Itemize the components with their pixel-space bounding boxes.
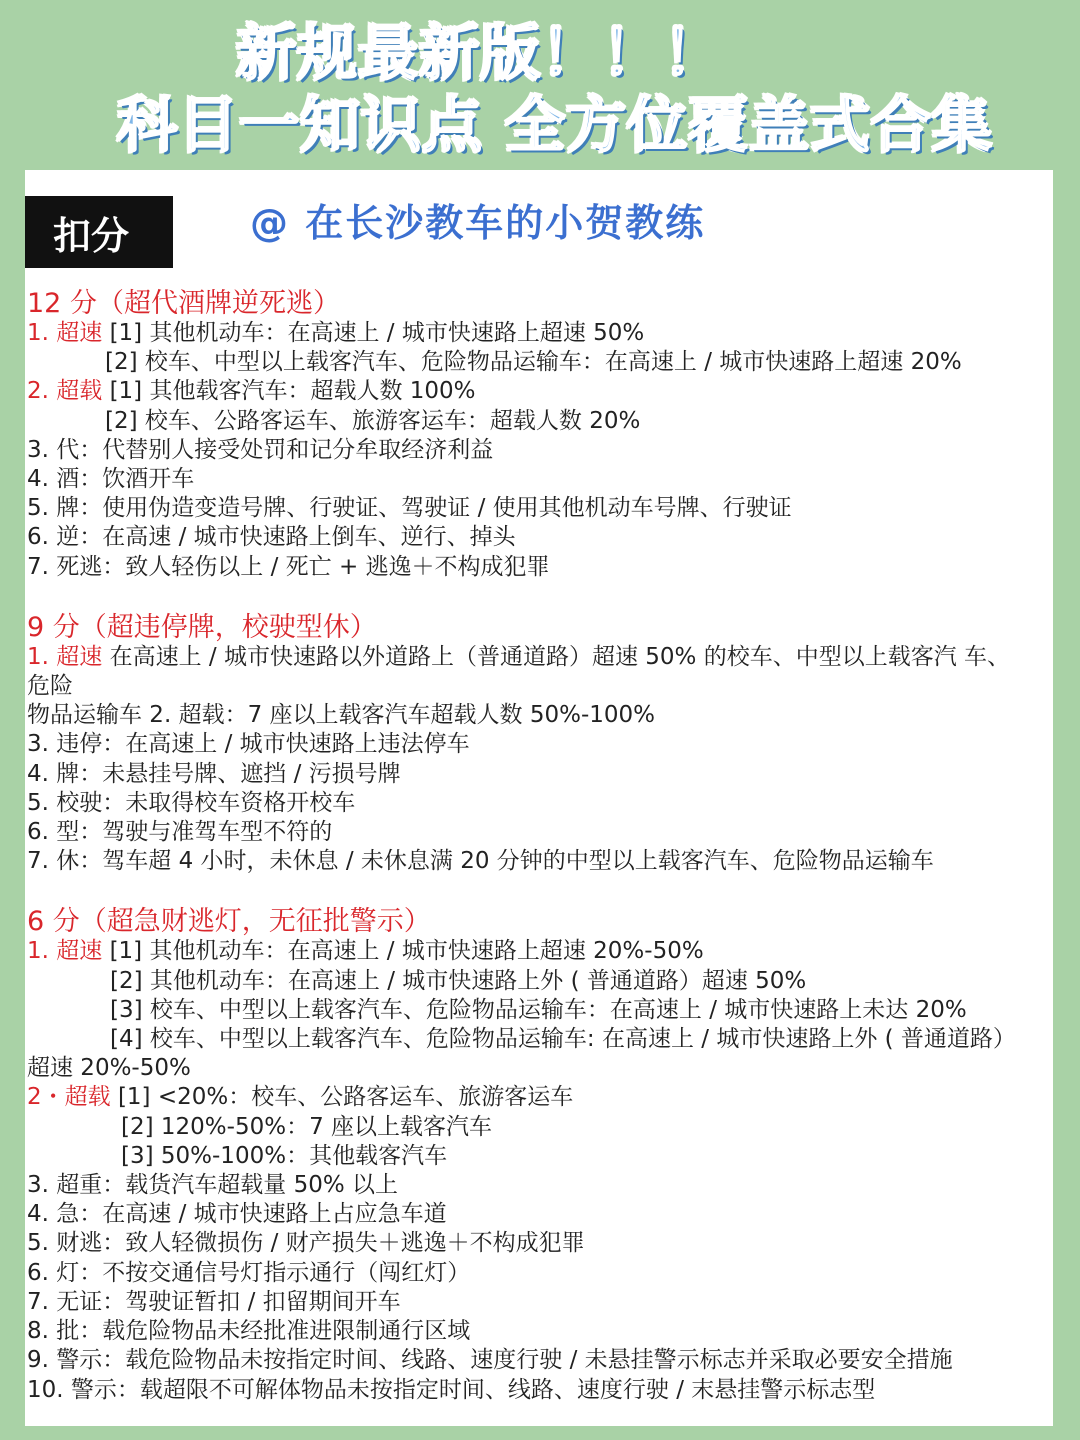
list-item: 9. 警示：载危险物品未按指定时间、线路、速度行驶 / 未悬挂警示标志并采取必要安全措施 (27, 1347, 953, 1374)
list-item: 7. 无证：驾驶证暂扣 / 扣留期间开车 (27, 1288, 401, 1315)
list-item: [2] 校车、中型以上载客汽车、危险物品运输车：在高速上 / 城市快速路上超速 20% (105, 349, 962, 376)
item-text: [1] 其他机动车：在高速上 / 城市快速路上超速 20%-50% (102, 938, 704, 965)
list-item: [2] 120%-50%：7 座以上载客汽车 (121, 1113, 493, 1140)
hero-title-line-1: 新规最新版！！！ (236, 19, 724, 89)
list-item: [3] 50%-100%：其他载客汽车 (121, 1142, 448, 1169)
list-item: 3. 违停：在高速上 / 城市快速路上违法停车 (27, 731, 470, 758)
item-text: 在高速上 / 城市快速路以外道路上（普通道路）超速 50% 的校车、中型以上载客汽 车、 (102, 643, 1011, 670)
item-text: [1] <20%：校车、公路客运车、旅游客运车 (110, 1084, 574, 1111)
list-item: 危险 (27, 673, 73, 700)
section-heading-9: 9 分（超违停牌，校驶型休） (27, 611, 377, 643)
list-item (27, 643, 1051, 672)
list-item (27, 1083, 1051, 1112)
item-label: 2・超载 (27, 1084, 111, 1111)
list-item: [2] 校车、公路客运车、旅游客运车：超载人数 20% (105, 407, 641, 434)
list-item: 4. 牌：未悬挂号牌、遮挡 / 污损号牌 (27, 760, 401, 787)
list-item: 物品运输车 2. 超载：7 座以上载客汽车超载人数 50%-100% (27, 702, 655, 729)
list-item: 5. 牌：使用伪造变造号牌、行驶证、驾驶证 / 使用其他机动车号牌、行驶证 (27, 495, 792, 522)
content-card (25, 170, 1053, 1426)
list-item: 4. 酒：饮酒开车 (27, 466, 195, 493)
list-item: 10. 警示：载超限不可解体物品未按指定时间、线路、速度行驶 / 末悬挂警示标志型 (27, 1376, 876, 1403)
item-text: [1] 其他机动车：在高速上 / 城市快速路上超速 50% (102, 320, 645, 346)
hero-title (0, 18, 1080, 162)
list-item (27, 319, 1051, 348)
list-item: 6. 型：驾驶与准驾车型不符的 (27, 819, 333, 846)
section-tag: 扣分 (25, 196, 173, 268)
list-item: 6. 灯：不按交通信号灯指示通行（闯红灯） (27, 1259, 471, 1286)
list-item: 3. 超重：载货汽车超载量 50% 以上 (27, 1172, 398, 1199)
list-item: [2] 其他机动车：在高速上 / 城市快速路上外 ( 普通道路）超速 50% (110, 967, 807, 994)
author-handle: @ 在长沙教车的小贺教练 (250, 201, 706, 245)
item-label: 1. 超速 (27, 643, 103, 670)
list-item: 3. 代：代替别人接受处罚和记分牟取经济利益 (27, 436, 494, 463)
list-item: 超速 20%-50% (27, 1055, 191, 1082)
item-label: 1. 超速 (27, 320, 103, 346)
list-item: 7. 死逃：致人轻伤以上 / 死亡 + 逃逸＋不构成犯罪 (27, 553, 550, 580)
list-item: [4] 校车、中型以上载客汽车、危险物品运输车: 在高速上 / 城市快速路上外 ( 普通道路） (110, 1026, 1016, 1053)
list-item: [3] 校车、中型以上载客汽车、危险物品运输车：在高速上 / 城市快速路上未达 20% (110, 996, 967, 1023)
hero-title-line-2: 科目一知识点 全方位覆盖式合集 (117, 91, 993, 161)
list-item: 5. 财逃：致人轻微损伤 / 财产损失＋逃逸＋不构成犯罪 (27, 1230, 585, 1257)
content-body (27, 288, 1051, 1405)
list-item: 7. 休：驾车超 4 小时，未休息 / 未休息满 20 分钟的中型以上载客汽车、危险物品运输车 (27, 848, 934, 875)
list-item: 8. 批：载危险物品未经批准进限制通行区域 (27, 1318, 471, 1345)
section-heading-6: 6 分（超急财逃灯，无征批警示） (27, 906, 431, 938)
item-text: [1] 其他载客汽车：超载人数 100% (102, 378, 476, 405)
list-item: 4. 急：在高速 / 城市快速路上占应急车道 (27, 1201, 447, 1228)
list-item (27, 377, 1051, 406)
list-item: 6. 逆：在高速 / 城市快速路上倒车、逆行、掉头 (27, 524, 516, 551)
list-item: 5. 校驶：未取得校车资格开校车 (27, 789, 356, 816)
section-heading-12: 12 分（超代酒牌逆死逃） (27, 288, 340, 319)
item-label: 1. 超速 (27, 938, 103, 965)
list-item (27, 937, 1051, 966)
item-label: 2. 超载 (27, 378, 103, 405)
